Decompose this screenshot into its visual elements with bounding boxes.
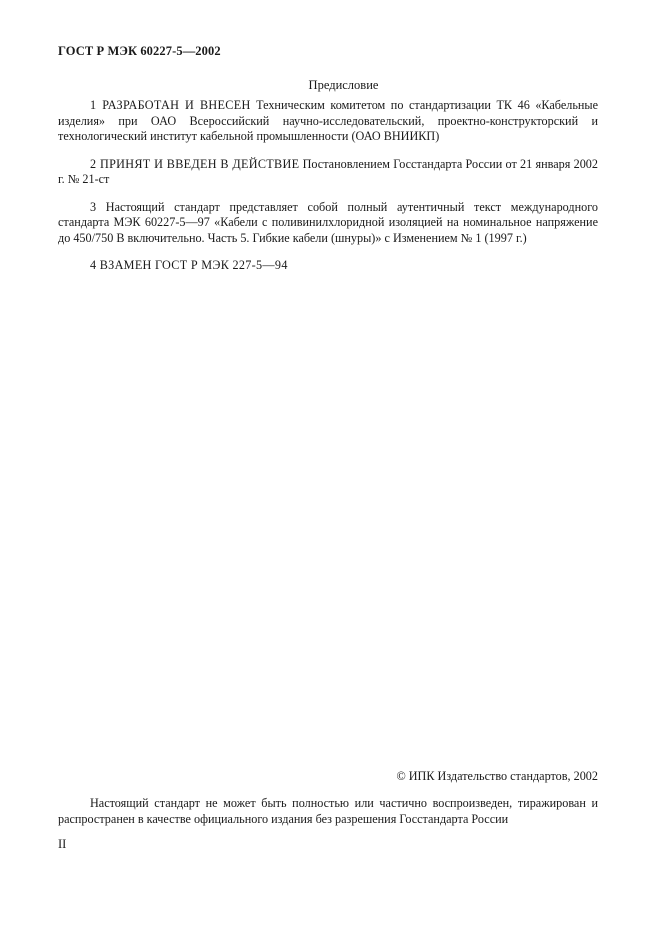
standard-code-header: ГОСТ Р МЭК 60227-5—2002 xyxy=(58,44,221,58)
foreword-item-1 xyxy=(58,98,598,145)
foreword-item-4 xyxy=(58,258,598,274)
foreword-item-text: Настоящий стандарт представляет собой полный аутентичный текст международного стандарта МЭК 60227-5—97 «Кабели с поливинилхлоридной изоляцией на номинальное напряжение до 450/750 В включительно. Часть 5. Гибкие кабели (шнуры)» с Изменением № 1 (1997 г.) xyxy=(58,199,599,245)
foreword-item-lead: 1 РАЗРАБОТАН И ВНЕСЕН xyxy=(90,98,251,112)
reproduction-notice: Настоящий стандарт не может быть полностью или частично воспроизведен, тиражирован и распространен в качестве официального издания без разрешения Госстандарта России xyxy=(58,796,598,826)
foreword-item-lead: 4 ВЗАМЕН ГОСТ Р МЭК 227-5—94 xyxy=(90,258,288,272)
foreword-item-lead: 2 ПРИНЯТ И ВВЕДЕН В ДЕЙСТВИЕ xyxy=(90,156,300,171)
foreword-item-3 xyxy=(58,200,598,247)
page-number: II xyxy=(58,837,67,851)
foreword-body xyxy=(58,98,598,286)
foreword-item-text: Техническим комитетом по стандартизации ТК 46 «Кабельные изделия» при ОАО Всероссийский научно-исследовательский, проектно-конструкторский и технологический институт кабельной промышленности (ОАО ВНИИКП) xyxy=(58,98,599,143)
foreword-title: Предисловие xyxy=(308,78,379,92)
foreword-item-2 xyxy=(58,157,598,188)
foreword-item-lead: 3 xyxy=(90,199,97,214)
copyright-line: © ИПК Издательство стандартов, 2002 xyxy=(396,769,598,783)
foreword-item-text: Постановлением Госстандарта России от 21 января 2002 г. № 21-ст xyxy=(58,156,598,186)
